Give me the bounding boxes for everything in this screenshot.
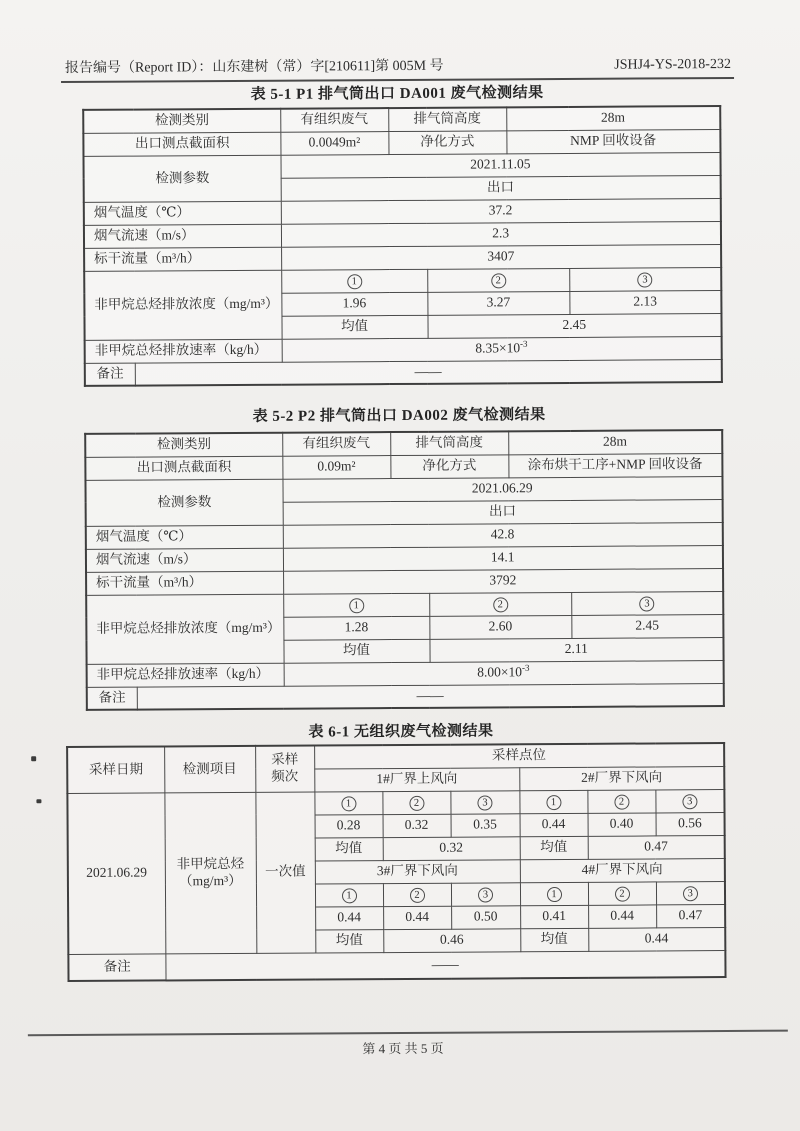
point-3-name: 3#厂界下风向 [315, 859, 520, 883]
table-5-2-title: 表 5-2 P2 排气筒出口 DA002 废气检测结果 [252, 407, 546, 425]
sample-position: 出口 [283, 499, 723, 525]
note-value: —— [165, 950, 725, 980]
category-label: 检测类别 [85, 433, 282, 457]
param-label: 检测参数 [83, 155, 280, 202]
circled-number-icon: 2 [493, 598, 508, 613]
mean-label: 均值 [315, 929, 383, 952]
rate-value [284, 660, 724, 686]
sample-header [656, 881, 725, 904]
sample-header [383, 883, 451, 906]
doc-number: JSHJ4-YS-2018-232 [614, 56, 731, 73]
scan-speck [31, 756, 36, 761]
note-label: 备注 [87, 687, 137, 710]
table-5-2-stack-da002 [84, 429, 725, 711]
speed-label: 烟气流速（m/s） [84, 224, 281, 248]
category-label: 检测类别 [83, 109, 280, 133]
purify-value: 涂布烘干工序+NMP 回收设备 [508, 453, 722, 477]
rate-base: 8.00×10 [477, 664, 523, 680]
page-number: 第 4 页 共 5 页 [362, 1040, 444, 1057]
area-label: 出口测点截面积 [85, 456, 282, 480]
rate-label: 非甲烷总烃排放速率（kg/h） [85, 339, 282, 363]
point-3-value: 0.50 [451, 905, 520, 928]
temp-label: 烟气温度（℃） [84, 201, 281, 225]
temp-label: 烟气温度（℃） [86, 525, 283, 549]
point-1-name: 1#厂界上风向 [314, 767, 519, 791]
item-header: 检测项目 [164, 746, 255, 793]
sample-3-header [571, 591, 723, 615]
sample-header [655, 789, 724, 812]
stack-height-value: 28m [508, 430, 722, 454]
rate-value [282, 336, 722, 362]
circled-number-icon: 2 [614, 795, 629, 810]
sample-header [587, 789, 655, 812]
scan-speck [36, 799, 41, 803]
item-value [164, 792, 256, 954]
date-header: 采样日期 [67, 746, 164, 793]
circled-number-icon: 1 [347, 275, 362, 290]
sample-header [315, 883, 383, 906]
sample-header [451, 882, 520, 905]
sample-header [588, 881, 656, 904]
temp-value: 42.8 [283, 522, 723, 548]
stack-height-label: 排气筒高度 [390, 431, 508, 455]
conc-value-2: 3.27 [427, 291, 569, 315]
purify-value: NMP 回收设备 [506, 129, 720, 153]
circled-number-icon: 1 [546, 887, 561, 902]
circled-number-icon: 1 [341, 889, 356, 904]
sample-2-header [429, 592, 571, 616]
point-3-mean: 0.46 [383, 928, 520, 952]
flow-value: 3407 [281, 244, 721, 270]
stack-height-value: 28m [506, 106, 720, 130]
category-value: 有组织废气 [282, 432, 390, 456]
speed-value: 2.3 [281, 221, 721, 247]
sample-header [382, 791, 450, 814]
circled-number-icon: 2 [491, 274, 506, 289]
circled-number-icon: 2 [614, 887, 629, 902]
sample-header [450, 790, 519, 813]
sample-date: 2021.06.29 [282, 476, 722, 502]
area-value: 0.09m² [282, 455, 390, 479]
item-unit: （mg/m³） [179, 872, 242, 888]
circled-number-icon: 1 [349, 599, 364, 614]
category-value: 有组织废气 [280, 108, 388, 132]
circled-number-icon: 1 [341, 797, 356, 812]
mean-value: 2.11 [429, 637, 723, 662]
note-label: 备注 [85, 363, 135, 386]
mean-label: 均值 [283, 639, 429, 663]
point-4-value: 0.47 [656, 904, 725, 927]
param-label: 检测参数 [85, 479, 282, 526]
point-3-value: 0.44 [315, 906, 383, 929]
conc-label: 非甲烷总烃排放浓度（mg/m³） [86, 594, 283, 664]
mean-label: 均值 [281, 315, 427, 339]
point-2-value: 0.44 [520, 813, 588, 836]
circled-number-icon: 1 [546, 795, 561, 810]
point-4-value: 0.41 [520, 905, 588, 928]
rate-label: 非甲烷总烃排放速率（kg/h） [87, 663, 284, 687]
area-label: 出口测点截面积 [83, 132, 280, 156]
mean-label: 均值 [520, 836, 588, 859]
sample-date: 2021.11.05 [280, 152, 720, 178]
flow-label: 标干流量（m³/h） [86, 571, 283, 595]
mean-label: 均值 [520, 928, 588, 951]
point-1-mean: 0.32 [383, 836, 520, 860]
table-row [87, 683, 724, 710]
speed-label: 烟气流速（m/s） [86, 548, 283, 572]
area-value: 0.0049m² [280, 131, 388, 155]
rate-base: 8.35×10 [475, 340, 521, 356]
point-2-name: 2#厂界下风向 [519, 766, 724, 790]
note-value: —— [137, 683, 724, 710]
note-value: —— [135, 359, 722, 386]
table-5-1-title: 表 5-1 P1 排气筒出口 DA001 废气检测结果 [250, 85, 544, 103]
circled-number-icon: 2 [409, 888, 424, 903]
flow-label: 标干流量（m³/h） [84, 247, 281, 271]
circled-number-icon: 3 [478, 888, 493, 903]
sample-date-value: 2021.06.29 [67, 792, 165, 954]
point-1-value: 0.28 [315, 814, 383, 837]
conc-label: 非甲烷总烃排放浓度（mg/m³） [84, 270, 281, 340]
speed-value: 14.1 [283, 545, 723, 571]
freq-value: 一次值 [255, 792, 315, 953]
point-1-value: 0.35 [451, 813, 520, 836]
sample-position: 出口 [281, 175, 721, 201]
table-row [68, 950, 725, 981]
table-6-1-title: 表 6-1 无组织废气检测结果 [308, 723, 494, 741]
purify-label: 净化方式 [390, 454, 508, 478]
sample-1-header [283, 593, 429, 617]
sample-2-header [427, 268, 569, 292]
point-4-mean: 0.44 [588, 927, 725, 951]
sample-header [519, 790, 587, 813]
sample-3-header [569, 267, 721, 291]
circled-number-icon: 3 [682, 795, 697, 810]
freq-header-text: 采样频次 [271, 752, 299, 785]
sample-header [520, 882, 588, 905]
conc-value-1: 1.28 [283, 616, 429, 640]
circled-number-icon: 3 [637, 273, 652, 288]
sample-1-header [281, 269, 427, 293]
purify-label: 净化方式 [388, 130, 506, 154]
report-id: 报告编号（Report ID）：山东建树（常）字[210611]第 005M 号 [64, 58, 444, 77]
circled-number-icon: 3 [477, 796, 492, 811]
point-3-value: 0.44 [383, 906, 451, 929]
rate-exponent: -3 [521, 662, 530, 673]
point-4-value: 0.44 [588, 904, 656, 927]
temp-value: 37.2 [281, 198, 721, 224]
table-5-1-stack-da001 [82, 105, 723, 387]
conc-value-2: 2.60 [429, 615, 571, 639]
point-2-mean: 0.47 [588, 835, 725, 859]
point-2-value: 0.56 [656, 812, 725, 835]
points-header: 采样点位 [314, 743, 724, 769]
mean-value: 2.45 [427, 313, 721, 338]
table-row [85, 359, 722, 386]
circled-number-icon: 2 [409, 796, 424, 811]
stack-height-label: 排气筒高度 [388, 107, 506, 131]
note-label: 备注 [68, 953, 165, 981]
sample-header [314, 791, 382, 814]
circled-number-icon: 3 [683, 887, 698, 902]
conc-value-3: 2.13 [569, 290, 721, 314]
freq-header [255, 746, 314, 792]
point-1-value: 0.32 [383, 814, 451, 837]
rate-exponent: -3 [519, 338, 528, 349]
point-2-value: 0.40 [588, 812, 656, 835]
circled-number-icon: 3 [639, 597, 654, 612]
footer-rule [28, 1030, 788, 1037]
conc-value-3: 2.45 [571, 614, 723, 638]
point-4-name: 4#厂界下风向 [520, 858, 725, 882]
table-6-1-fugitive [66, 742, 726, 982]
document-header [65, 53, 731, 77]
conc-value-1: 1.96 [281, 292, 427, 316]
item-name: 非甲烷总烃 [176, 855, 245, 871]
flow-value: 3792 [283, 568, 723, 594]
mean-label: 均值 [315, 837, 383, 860]
